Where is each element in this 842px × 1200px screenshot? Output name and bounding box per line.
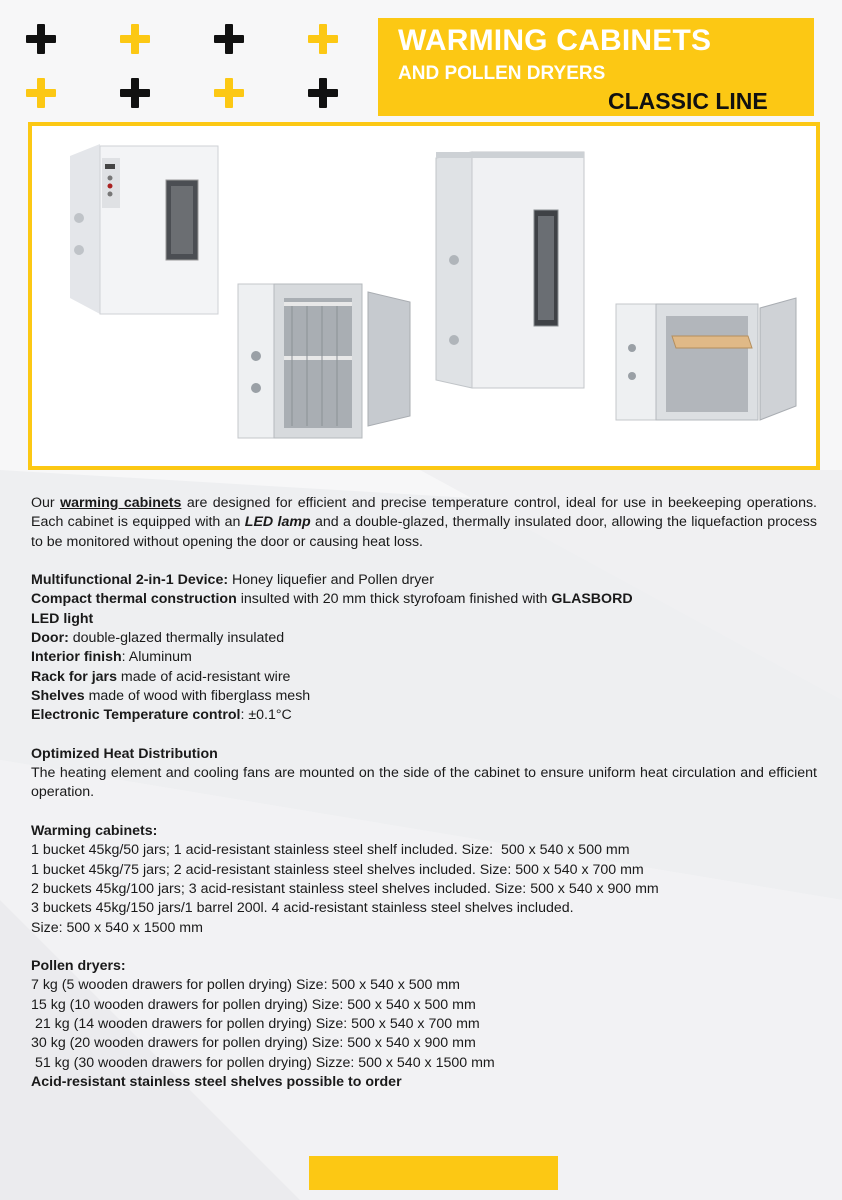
warming-heading <box>31 822 817 841</box>
feature-label: Electronic Temperature control <box>31 707 241 724</box>
pollen-heading-text: Pollen dryers: <box>31 958 126 975</box>
feature-item <box>31 706 817 725</box>
heat-heading-text: Optimized Heat Distribution <box>31 745 218 762</box>
feature-item <box>31 648 817 667</box>
title-line2: AND POLLEN DRYERS <box>398 63 606 84</box>
cabinet-photo-drawer <box>616 298 796 420</box>
pollen-heading <box>31 957 817 976</box>
feature-item <box>31 668 817 687</box>
feature-item <box>31 610 817 629</box>
title-line3: CLASSIC LINE <box>608 88 768 114</box>
feature-item <box>31 629 817 648</box>
spec-line: 1 bucket 45kg/50 jars; 1 acid-resistant stainless steel shelf included. Size: 500 x 540 x 500 mm <box>31 842 630 859</box>
plus-icon <box>214 24 244 54</box>
cabinet-photo-open-racks <box>238 284 410 438</box>
warming-cabinets-link: warming cabinets <box>60 495 182 511</box>
feature-item <box>31 590 817 609</box>
spec-line: 51 kg (30 wooden drawers for pollen drying) Sizze: 500 x 540 x 1500 mm <box>31 1054 495 1071</box>
cabinet-photo-tall <box>436 152 584 388</box>
spec-line: 15 kg (10 wooden drawers for pollen drying) Size: 500 x 540 x 500 mm <box>31 996 476 1013</box>
pollen-footnote <box>31 1073 817 1092</box>
spec-line: 30 kg (20 wooden drawers for pollen drying) Size: 500 x 540 x 900 mm <box>31 1035 476 1052</box>
plus-icon <box>214 78 244 108</box>
feature-text: : Aluminum <box>121 649 192 666</box>
spec-line: 21 kg (14 wooden drawers for pollen drying) Size: 500 x 540 x 700 mm <box>31 1016 480 1033</box>
plus-icon <box>120 78 150 108</box>
feature-text: made of acid-resistant wire <box>116 668 291 685</box>
feature-label: LED light <box>31 610 94 627</box>
spec-line: 1 bucket 45kg/75 jars; 2 acid-resistant stainless steel shelves included. Size: 500 x 540 x 700 mm <box>31 861 644 878</box>
feature-label: Multifunctional 2-in-1 Device: <box>31 572 229 589</box>
led-lamp-emphasis: LED lamp <box>244 514 311 531</box>
feature-item <box>31 571 817 590</box>
plus-icon <box>308 78 338 108</box>
spec-line: 3 buckets 45kg/150 jars/1 barrel 200l. 4 acid-resistant stainless steel shelves included. <box>31 900 574 917</box>
feature-text: double-glazed thermally insulated <box>68 630 285 647</box>
heat-heading <box>31 745 817 764</box>
product-photos <box>32 126 816 466</box>
description <box>31 494 817 1092</box>
warming-list <box>31 841 817 937</box>
intro-text: and a double-glazed, thermally insulated door, allowing the liquefaction process to be monitored without opening the door or causing heat loss. <box>31 514 817 550</box>
spec-line: Size: 500 x 540 x 1500 mm <box>31 919 203 936</box>
intro-paragraph <box>31 494 817 552</box>
plus-icon <box>120 24 150 54</box>
pollen-footnote-text: Acid-resistant stainless steel shelves possible to order <box>31 1073 402 1090</box>
footer-bar <box>309 1156 558 1190</box>
feature-label: Interior finish <box>31 649 122 666</box>
spec-line: 2 buckets 45kg/100 jars; 3 acid-resistant stainless steel shelves included. Size: 500 x 540 x 900 mm <box>31 880 659 897</box>
feature-label: Door: <box>31 630 69 647</box>
title-banner <box>378 18 814 116</box>
feature-brand: GLASBORD <box>551 591 633 608</box>
plus-icon <box>308 24 338 54</box>
feature-list <box>31 571 817 725</box>
intro-text: Our <box>31 495 61 511</box>
intro-text: are designed for efficient and precise temperature control, ideal for use in beekeeping operations. Each cabinet is equipped with an <box>31 495 818 531</box>
spec-line: 7 kg (5 wooden drawers for pollen drying) Size: 500 x 540 x 500 mm <box>31 977 460 994</box>
plus-icon <box>26 24 56 54</box>
feature-label: Compact thermal construction <box>31 591 237 608</box>
pollen-list <box>31 976 817 1072</box>
feature-label: Shelves <box>31 687 85 704</box>
warming-heading-text: Warming cabinets: <box>31 823 158 840</box>
feature-text: made of wood with fiberglass mesh <box>84 687 311 704</box>
feature-text: : ±0.1°C <box>240 707 292 724</box>
feature-text: Honey liquefier and Pollen dryer <box>228 572 434 589</box>
cabinet-photo-white <box>70 144 218 314</box>
product-photo-frame <box>28 122 820 470</box>
feature-item <box>31 687 817 706</box>
heat-text: The heating element and cooling fans are mounted on the side of the cabinet to ensure uniform heat circulation and efficient operation. <box>31 765 817 801</box>
feature-label: Rack for jars <box>31 668 117 685</box>
plus-icon <box>26 78 56 108</box>
title-line1: WARMING CABINETS <box>398 24 712 57</box>
feature-text: insulted with 20 mm thick styrofoam finished with <box>236 591 552 608</box>
